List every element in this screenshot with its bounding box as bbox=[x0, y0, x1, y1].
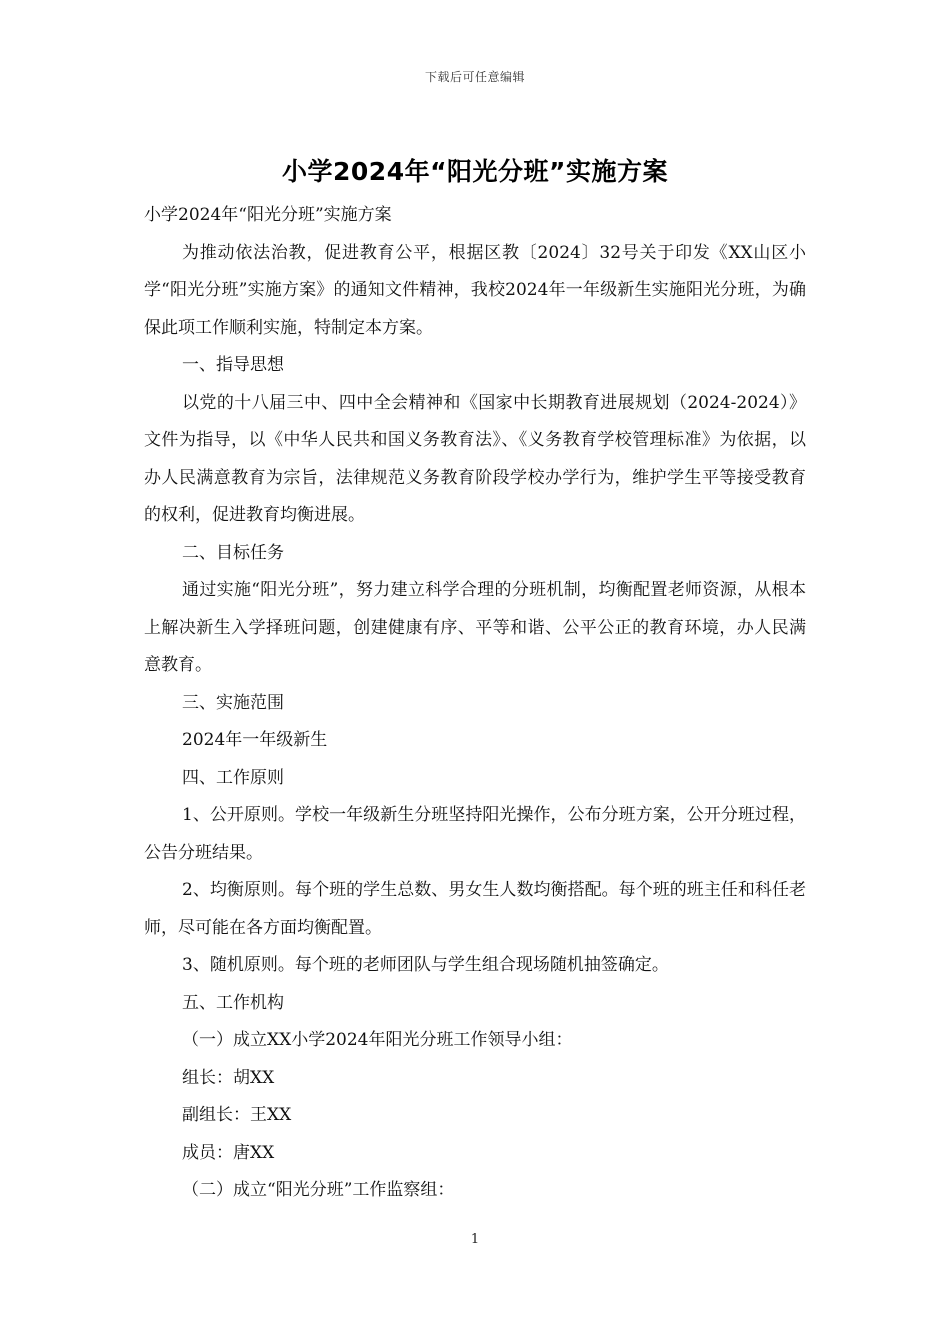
supervision-group-heading: （二）成立“阳光分班”工作监察组： bbox=[182, 1180, 455, 1200]
group-leader: 组长：胡XX bbox=[182, 1067, 275, 1088]
header-note: 下载后可任意编辑 bbox=[424, 70, 525, 84]
page-number: 1 bbox=[470, 1232, 480, 1247]
document-title: 小学2024年“阳光分班”实施方案 bbox=[282, 157, 668, 186]
group-member: 成员：唐XX bbox=[182, 1142, 275, 1163]
scope-paragraph: 2024年一年级新生 bbox=[182, 730, 328, 750]
goals-paragraph: 通过实施“阳光分班”，努力建立科学合理的分班机制，均衡配置老师资源，从根本上解决新生入学择班问题，创建健康有序、平等和谐、公平公正的教育环境，办人民满意教育。 bbox=[144, 580, 806, 675]
principle-public: 1、公开原则。学校一年级新生分班坚持阳光操作，公布分班方案，公开分班过程，公告分班结果。 bbox=[144, 805, 806, 863]
guidance-paragraph: 以党的十八届三中、四中全会精神和《国家中长期教育进展规划（2024-2024）》文件为指导，以《中华人民共和国义务教育法》、《义务教育学校管理标准》为依据，以办人民满意教育为宗旨，法律规范义务教育阶段学校办学行为，维护学生平等接受教育的权利，促进教育均衡进展。 bbox=[144, 392, 806, 525]
principle-random: 3、随机原则。每个班的老师团队与学生组合现场随机抽签确定。 bbox=[182, 955, 669, 975]
document-body bbox=[144, 197, 806, 1210]
subtitle-line: 小学2024年“阳光分班”实施方案 bbox=[144, 205, 392, 225]
section-heading-goals: 二、目标任务 bbox=[182, 542, 284, 563]
intro-paragraph: 为推动依法治教，促进教育公平，根据区教〔2024〕32号关于印发《XX山区小学“阳光分班”实施方案》的通知文件精神，我校2024年一年级新生实施阳光分班，为确保此项工作顺利实施，特制定本方案。 bbox=[144, 242, 806, 338]
principle-balance: 2、均衡原则。每个班的学生总数、男女生人数均衡搭配。每个班的班主任和科任老师，尽可能在各方面均衡配置。 bbox=[144, 880, 806, 938]
section-heading-guidance: 一、指导思想 bbox=[182, 355, 284, 375]
leadership-group-heading: （一）成立XX小学2024年阳光分班工作领导小组： bbox=[182, 1030, 573, 1050]
section-heading-organization: 五、工作机构 bbox=[182, 992, 284, 1013]
section-heading-principles: 四、工作原则 bbox=[182, 767, 284, 788]
section-heading-scope: 三、实施范围 bbox=[182, 692, 284, 713]
deputy-leader: 副组长：王XX bbox=[182, 1105, 292, 1125]
